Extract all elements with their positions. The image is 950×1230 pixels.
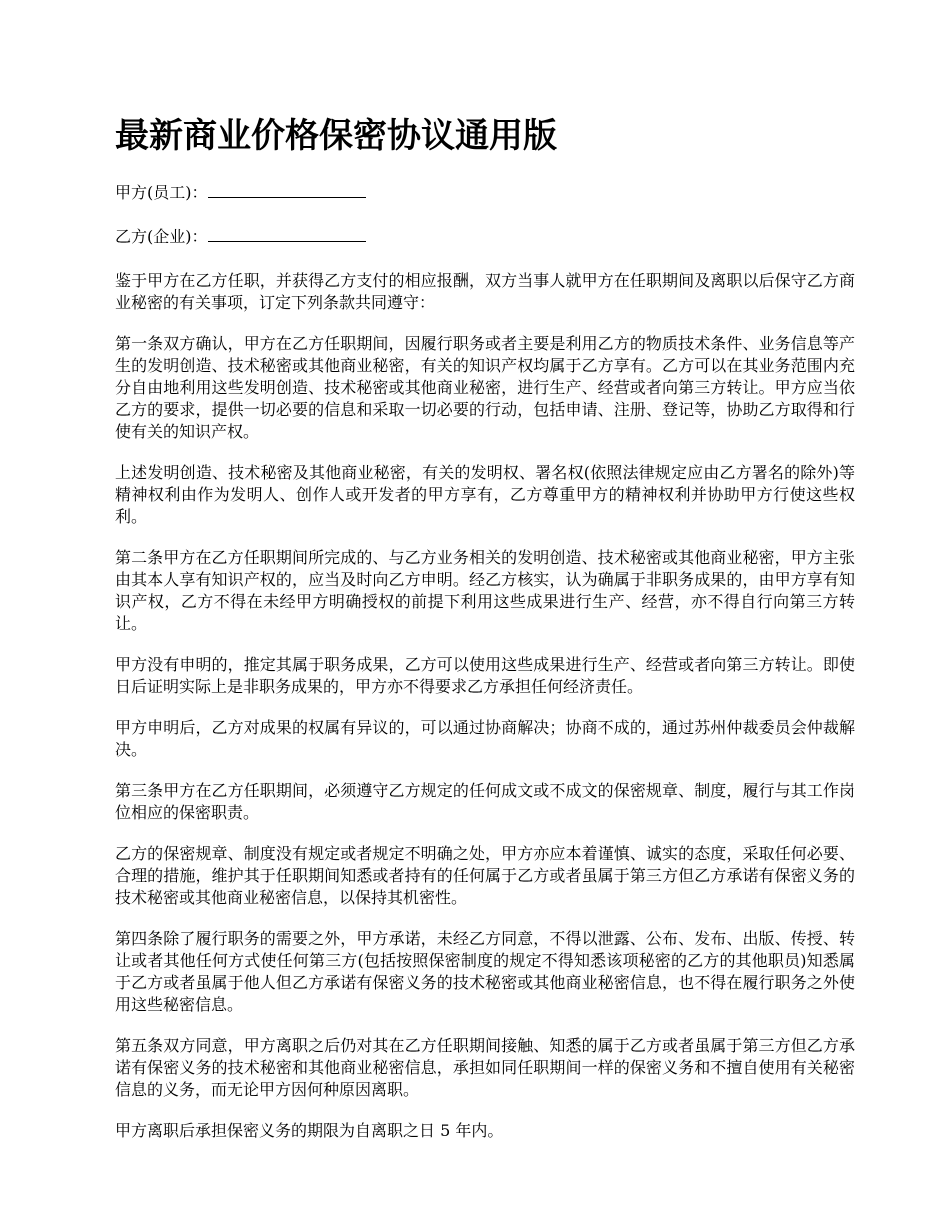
party-a-blank-field[interactable]	[208, 182, 366, 198]
paragraph-article-5: 第五条双方同意，甲方离职之后仍对其在乙方任职期间接触、知悉的属于乙方或者虽属于第三方但乙方承诺有保密义务的技术秘密和其他商业秘密信息，承担如同任职期间一样的保密义务和不擅自使用有关秘密信息的义务，而无论甲方因何种原因离职。	[115, 1036, 855, 1099]
paragraph-article-3-duty: 乙方的保密规章、制度没有规定或者规定不明确之处，甲方亦应本着谨慎、诚实的态度，采取任何必要、合理的措施，维护其于任职期间知悉或者持有的任何属于乙方或者虽属于第三方但乙方承诺有保密义务的技术秘密或其他商业秘密信息，以保持其机密性。	[115, 844, 855, 907]
paragraph-article-4: 第四条除了履行职务的需要之外，甲方承诺，未经乙方同意，不得以泄露、公布、发布、出版、传授、转让或者其他任何方式使任何第三方(包括按照保密制度的规定不得知悉该项秘密的乙方的其他职员)知悉属于乙方或者虽属于他人但乙方承诺有保密义务的技术秘密或其他商业秘密信息，也不得在履行职务之外使用这些秘密信息。	[115, 929, 855, 1014]
party-b-label: 乙方(企业)：	[115, 227, 208, 246]
paragraph-preamble: 鉴于甲方在乙方任职，并获得乙方支付的相应报酬，双方当事人就甲方在任职期间及离职以后保守乙方商业秘密的有关事项，订定下列条款共同遵守：	[115, 271, 855, 312]
paragraph-article-2: 第二条甲方在乙方任职期间所完成的、与乙方业务相关的发明创造、技术秘密或其他商业秘密，甲方主张由其本人享有知识产权的，应当及时向乙方申明。经乙方核实，认为确属于非职务成果的，由甲方享有知识产权，乙方不得在未经甲方明确授权的前提下利用这些成果进行生产、经营，亦不得自行向第三方转让。	[115, 548, 855, 633]
document-page	[115, 112, 855, 1161]
party-a-line	[115, 182, 855, 204]
paragraph-article-1-moral-rights: 上述发明创造、技术秘密及其他商业秘密，有关的发明权、署名权(依照法律规定应由乙方署名的除外)等精神权利由作为发明人、创作人或开发者的甲方享有，乙方尊重甲方的精神权利并协助甲方行使这些权利。	[115, 463, 855, 526]
party-a-label: 甲方(员工)：	[115, 183, 208, 202]
paragraph-article-2-undeclared: 甲方没有申明的，推定其属于职务成果，乙方可以使用这些成果进行生产、经营或者向第三方转让。即使日后证明实际上是非职务成果的，甲方亦不得要求乙方承担任何经济责任。	[115, 655, 855, 696]
paragraph-article-1: 第一条双方确认，甲方在乙方任职期间，因履行职务或者主要是利用乙方的物质技术条件、业务信息等产生的发明创造、技术秘密或其他商业秘密，有关的知识产权均属于乙方享有。乙方可以在其业务范围内充分自由地利用这些发明创造、技术秘密或其他商业秘密，进行生产、经营或者向第三方转让。甲方应当依乙方的要求，提供一切必要的信息和采取一切必要的行动，包括申请、注册、登记等，协助乙方取得和行使有关的知识产权。	[115, 334, 855, 441]
document-title: 最新商业价格保密协议通用版	[115, 116, 557, 156]
party-b-line	[115, 226, 855, 248]
paragraph-article-2-dispute: 甲方申明后，乙方对成果的权属有异议的，可以通过协商解决；协商不成的，通过苏州仲裁委员会仲裁解决。	[115, 718, 855, 759]
paragraph-article-3: 第三条甲方在乙方任职期间，必须遵守乙方规定的任何成文或不成文的保密规章、制度，履行与其工作岗位相应的保密职责。	[115, 781, 855, 822]
paragraph-article-5-term: 甲方离职后承担保密义务的期限为自离职之日 5 年内。	[115, 1121, 504, 1140]
party-b-blank-field[interactable]	[208, 226, 366, 242]
